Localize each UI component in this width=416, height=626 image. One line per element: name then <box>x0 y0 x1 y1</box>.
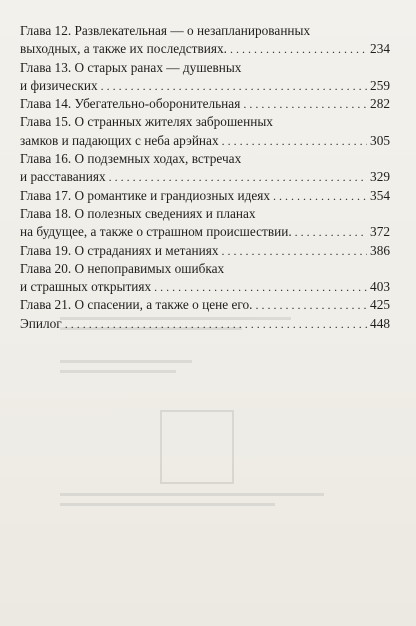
toc-entry-title-line: Глава 19. О страданиях и метаниях <box>20 242 219 258</box>
toc-entry-chapter-13 <box>20 59 390 96</box>
toc-entry-title-line: выходных, а также их последствиях. <box>20 41 227 57</box>
toc-entry-title-line: и расставаниях <box>20 169 106 185</box>
toc-entry-title-line: Глава 15. О странных жителях заброшенных <box>20 114 273 130</box>
toc-entry-title-line: Глава 17. О романтике и грандиозных идеях <box>20 187 271 203</box>
toc-page-number: 403 <box>370 279 390 295</box>
toc-entry-title-line: Глава 13. О старых ранах — душевных <box>20 59 242 75</box>
leader-dots <box>230 40 367 58</box>
toc-entry-chapter-14 <box>20 95 390 113</box>
toc-page-number: 425 <box>370 297 390 313</box>
leader-dots <box>221 242 367 260</box>
toc-entry-epilogue <box>20 315 390 333</box>
toc-entry-chapter-20 <box>20 260 390 297</box>
toc-page-number: 448 <box>370 315 390 331</box>
toc-page-number: 372 <box>370 224 390 240</box>
toc-entry-title-line: Глава 18. О полезных сведениях и планах <box>20 205 256 221</box>
toc-entry-title-line: Глава 16. О подземных ходах, встречах <box>20 151 242 167</box>
toc-entry-chapter-17 <box>20 187 390 205</box>
toc-page-number: 259 <box>370 77 390 93</box>
toc-page-number: 354 <box>370 187 390 203</box>
toc-entry-chapter-21 <box>20 296 390 314</box>
toc-page-number: 234 <box>370 41 390 57</box>
table-of-contents <box>20 22 390 333</box>
toc-entry-title-line: и страшных открытиях <box>20 279 152 295</box>
leader-dots <box>65 315 367 333</box>
leader-dots <box>101 77 367 95</box>
leader-dots <box>154 278 367 296</box>
toc-entry-chapter-15 <box>20 113 390 150</box>
toc-page-number: 386 <box>370 242 390 258</box>
toc-entry-chapter-16 <box>20 150 390 187</box>
toc-entry-title-line: Глава 14. Убегательно-оборонительная <box>20 96 241 112</box>
toc-page-number: 305 <box>370 132 390 148</box>
leader-dots <box>243 95 367 113</box>
toc-page-number: 329 <box>370 169 390 185</box>
toc-entry-title-line: Глава 21. О спасении, а также о цене его. <box>20 297 253 313</box>
show-through-imprint <box>60 310 390 540</box>
leader-dots <box>255 296 367 314</box>
toc-entry-title-line: замков и падающих с неба арэйнах <box>20 132 219 148</box>
leader-dots <box>273 187 367 205</box>
toc-entry-title-line: Глава 20. О непоправимых ошибках <box>20 260 225 276</box>
toc-entry-chapter-18 <box>20 205 390 242</box>
toc-entry-title-line: на будущее, а также о страшном происшествии. <box>20 224 292 240</box>
toc-entry-title-line: Глава 12. Развлекательная — о незапланированных <box>20 23 311 38</box>
toc-entry-title-line: и физических <box>20 77 98 93</box>
leader-dots <box>222 132 367 150</box>
toc-entry-chapter-12 <box>20 22 390 59</box>
toc-entry-title-line: Эпилог <box>20 315 62 331</box>
leader-dots <box>295 223 367 241</box>
toc-entry-chapter-19 <box>20 242 390 260</box>
toc-page-number: 282 <box>370 96 390 112</box>
leader-dots <box>109 168 367 186</box>
